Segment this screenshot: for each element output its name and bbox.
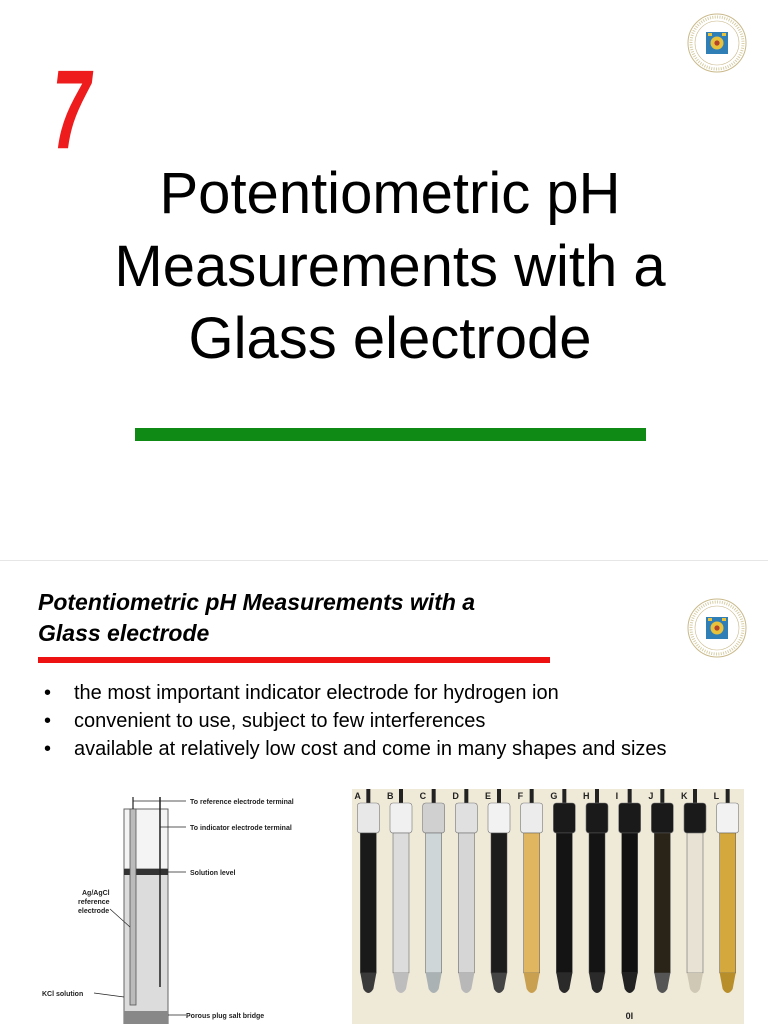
heading-divider (38, 657, 550, 663)
title-divider (135, 428, 646, 441)
electrode-letter: G (550, 791, 558, 801)
label-kcl: KCl solution (42, 991, 84, 998)
electrode-letter: D (452, 791, 459, 801)
electrode-letter: B (387, 791, 394, 801)
electrode-letter: K (681, 791, 688, 801)
label-ind-terminal: To indicator electrode terminal (190, 825, 292, 832)
heading-line: Glass electrode (38, 620, 210, 646)
bullet-item: • available at relatively low cost and come in many shapes and sizes (44, 735, 724, 763)
title-line: Measurements with a (114, 233, 666, 299)
bullet-item: • the most important indicator electrode for hydrogen ion (44, 679, 724, 707)
electrode-letter: E (485, 791, 492, 801)
electrode-letter: L (713, 791, 720, 801)
label-agagcl: electrode (78, 908, 110, 915)
electrode-diagram (36, 797, 336, 1024)
slide-number: 7 (52, 47, 90, 172)
slide-title (40, 158, 740, 376)
label-agagcl: Ag/AgCl (82, 890, 110, 897)
content-slide (0, 560, 768, 1024)
electrode-letter: I (615, 791, 619, 801)
electrode-letter: J (648, 791, 654, 801)
electrode-letter: C (419, 791, 427, 801)
electrode-letter: H (583, 791, 590, 801)
electrodes-photo (352, 789, 744, 1024)
heading-line: Potentiometric pH Measurements with a (38, 589, 476, 615)
title-line: Glass electrode (188, 306, 592, 371)
bullet-item: • convenient to use, subject to few interferences (44, 707, 724, 735)
slide-heading (38, 587, 638, 649)
title-line: Potentiometric pH (159, 161, 621, 226)
university-seal-icon (686, 12, 748, 74)
university-seal-icon (686, 597, 748, 659)
label-ref-terminal: To reference electrode terminal (190, 799, 294, 806)
electrode-letter: F (517, 791, 524, 801)
bullet-list (44, 679, 724, 763)
photo-bottom-mark: 0I (625, 1011, 634, 1021)
label-solution-level: Solution level (190, 870, 236, 877)
label-porous-plug: Porous plug salt bridge (186, 1013, 265, 1020)
electrode-letter: A (354, 791, 361, 801)
label-agagcl: reference (78, 899, 110, 906)
